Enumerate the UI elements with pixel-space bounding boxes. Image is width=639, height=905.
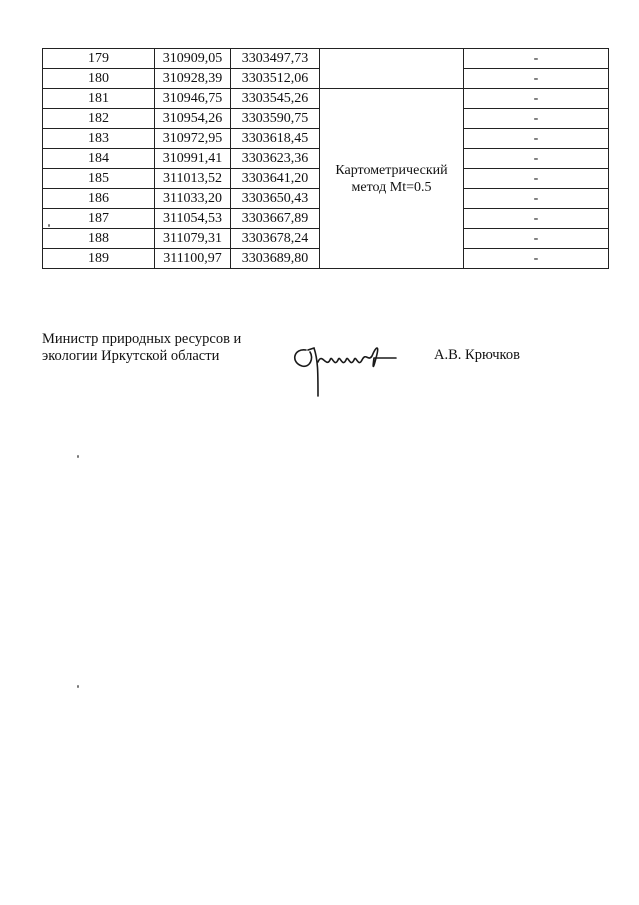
signatory-title-line1: Министр природных ресурсов и	[42, 331, 242, 347]
point-number: 187	[43, 209, 155, 229]
note-cell: -	[464, 69, 609, 89]
point-number: 185	[43, 169, 155, 189]
scan-speck	[77, 685, 79, 688]
note-cell: -	[464, 109, 609, 129]
coordinate-x: 311054,53	[155, 209, 231, 229]
coordinate-x: 310954,26	[155, 109, 231, 129]
note-cell: -	[464, 189, 609, 209]
coordinate-y: 3303689,80	[231, 249, 320, 269]
coordinate-x: 311033,20	[155, 189, 231, 209]
method-text: Картометрический метод Mt=0.5	[335, 162, 448, 195]
coordinate-y: 3303623,36	[231, 149, 320, 169]
coordinate-x: 311013,52	[155, 169, 231, 189]
method-cell	[320, 89, 464, 269]
scan-speck	[48, 224, 50, 227]
point-number: 182	[43, 109, 155, 129]
coordinate-y: 3303618,45	[231, 129, 320, 149]
coordinate-x: 311100,97	[155, 249, 231, 269]
coordinate-y: 3303545,26	[231, 89, 320, 109]
coordinate-y: 3303641,20	[231, 169, 320, 189]
coordinate-y: 3303650,43	[231, 189, 320, 209]
note-cell: -	[464, 169, 609, 189]
point-number: 181	[43, 89, 155, 109]
coordinate-y: 3303590,75	[231, 109, 320, 129]
note-cell: -	[464, 149, 609, 169]
note-cell: -	[464, 129, 609, 149]
method-cell-empty	[320, 49, 464, 89]
table-row	[43, 49, 609, 69]
scan-speck	[77, 455, 79, 458]
coordinate-y: 3303667,89	[231, 209, 320, 229]
point-number: 189	[43, 249, 155, 269]
signatory-title-line2: экологии Иркутской области	[42, 348, 220, 364]
point-number: 183	[43, 129, 155, 149]
coordinate-x: 310928,39	[155, 69, 231, 89]
coordinate-y: 3303497,73	[231, 49, 320, 69]
point-number: 179	[43, 49, 155, 69]
coordinate-y: 3303678,24	[231, 229, 320, 249]
note-cell: -	[464, 249, 609, 269]
signatory-name: А.В. Крючков	[434, 347, 520, 363]
table-row	[43, 89, 609, 109]
coordinate-x: 310991,41	[155, 149, 231, 169]
coordinate-x: 310972,95	[155, 129, 231, 149]
point-number: 188	[43, 229, 155, 249]
note-cell: -	[464, 49, 609, 69]
note-cell: -	[464, 229, 609, 249]
coordinate-x: 310946,75	[155, 89, 231, 109]
signatory-title	[42, 331, 241, 365]
point-number: 186	[43, 189, 155, 209]
coordinate-x: 311079,31	[155, 229, 231, 249]
handwritten-signature	[284, 328, 404, 400]
note-cell: -	[464, 89, 609, 109]
note-cell: -	[464, 209, 609, 229]
point-number: 184	[43, 149, 155, 169]
coordinate-y: 3303512,06	[231, 69, 320, 89]
coordinate-x: 310909,05	[155, 49, 231, 69]
coordinates-table	[42, 48, 609, 269]
point-number: 180	[43, 69, 155, 89]
